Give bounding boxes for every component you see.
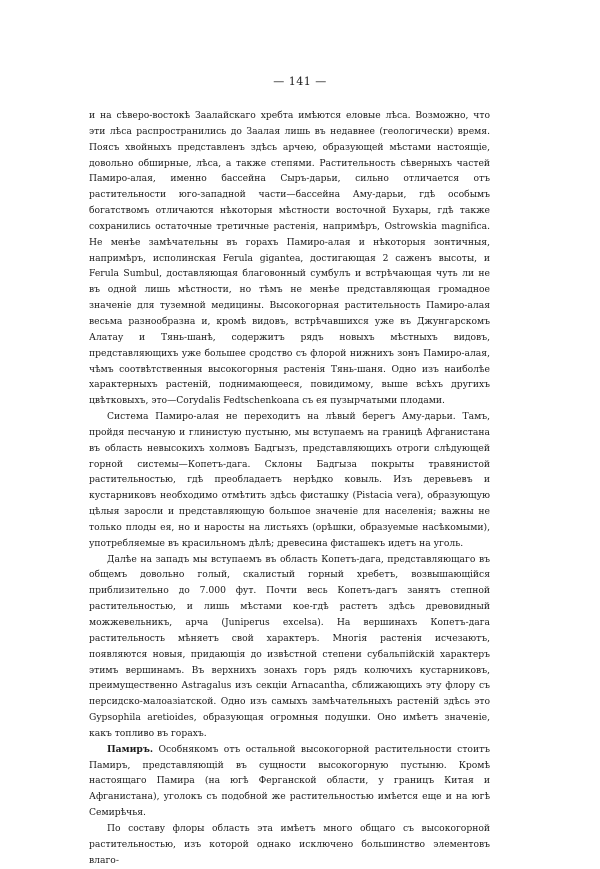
paragraph-text: Система Памиро-алая не переходитъ на лѣвый берегъ Аму-дарьи. Тамъ, пройдя песчаную и глинистую пустыню, мы вступаемъ на границѣ Афганистана въ область невысокихъ холмовъ Бадгызъ, представляющихъ отроги слѣдующей горной системы—Копетъ-дага. Склоны Бадгыза покрыты травянистой растительностью, гдѣ преобладаетъ нерѣдко ковыль. Изъ деревьевъ и кустарниковъ необходимо отмѣтить здѣсь фисташку (Pistacia vera), образующую цѣлыя заросли и представляющую большое значеніе для населенія; важны не только плоды ея, но и наросты на листьяхъ (орѣшки, образуемые насѣкомыми), употребляемые въ красильномъ дѣлѣ; древесина фисташекъ идетъ на уголь.: [89, 411, 490, 549]
paragraph-text: По составу флоры область эта имѣетъ много общаго съ высокогорной растительностью, изъ которой однако исключено большинство элементовъ влаго-: [89, 822, 490, 866]
paragraph-pamir: [89, 742, 490, 821]
paragraph-pamiro-alai-vegetation: [89, 108, 490, 409]
paragraph-badghyz: [89, 409, 490, 552]
paragraph-text: Особнякомъ отъ остальной высокогорной растительности стоитъ Памиръ, представляющій въ сущности высокогорную пустыню. Кромѣ настоящаго Памира (на югѣ Ферганской области, у границъ Китая и Афганистана), уголокъ съ подобной же растительностью имѣется еще и на югѣ Семирѣчья.: [89, 743, 490, 819]
paragraph-text: и на сѣверо-востокѣ Заалайскаго хребта имѣются еловые лѣса. Возможно, что эти лѣса распространились до Заалая лишь въ недавнее (геологически) время. Поясъ хвойныхъ представленъ здѣсь арчею, образующей мѣстами настоящіе, довольно обширные, лѣса, а также степями. Растительность сѣверныхъ частей Памиро-алая, именно бассейна Сыръ-дарьи, сильно отличается отъ растительности юго-западной части—бассейна Аму-дарьи, гдѣ особымъ богатствомъ отличаются нѣкоторыя мѣстности восточной Бухары, гдѣ также сохранились остаточные третичные растенія, напримѣръ, Ostrowskia magnifica. Не менѣе замѣчательны въ горахъ Памиро-алая и нѣкоторыя зонтичныя, напримѣръ, исполинская Ferula gigantea, достигающая 2 саженъ высоты, и Ferula Sumbul, доставляющая благовонный сумбулъ и встрѣчающая чуть ли не въ одной лишь мѣстности, но тѣмъ не менѣе представляющая громадное значеніе для туземной медицины. Высокогорная растительность Памиро-алая весьма разнообразна и, кромѣ видовъ, встрѣчавшихся уже въ Джунгарскомъ Алатау и Тянь-шанѣ, содержитъ рядъ новыхъ мѣстныхъ видовъ, представляющихъ уже большее сродство съ флорой нижнихъ зонъ Памиро-алая, чѣмъ соотвѣтственныя высокогорныя растенія Тянь-шаня. Одно изъ наиболѣе характерныхъ растеній, поднимающееся, повидимому, выше всѣхъ другихъ цвѣтковыхъ, это—Corydalis Fedtschenkoana съ ея пузырчатыми плодами.: [89, 110, 490, 407]
paragraph-text: Далѣе на западъ мы вступаемъ въ область Копетъ-дага, представляющаго въ общемъ довольно голый, скалистый горный хребетъ, возвышающійся приблизительно до 7.000 фут. Почти весь Копетъ-дагъ занятъ степной растительностью, и лишь мѣстами кое-гдѣ растетъ здѣсь древовидный можжевельникъ, арча (Juniperus excelsa). На вершинахъ Копетъ-дага растительность мѣняетъ свой характеръ. Многія растенія исчезаютъ, появляются новыя, придающія до извѣстной степени субальпійскій характеръ этимъ вершинамъ. Въ верхнихъ зонахъ горъ рядъ колючихъ кустарниковъ, преимущественно Astragalus изъ секціи Arnacantha, сближающихъ эту флору съ персидско-малоазіатской. Одно изъ самыхъ замѣчательныхъ растеній здѣсь это Gypsophila aretioides, образующая огромныя подушки. Оно имѣетъ значеніе, какъ топливо въ горахъ.: [89, 553, 490, 739]
page-number: — 141 —: [273, 75, 327, 88]
paragraph-flora-composition: [89, 821, 490, 869]
section-heading-pamir: Памиръ.: [107, 743, 154, 755]
paragraph-kopet-dag: [89, 552, 490, 742]
body-text: [89, 108, 490, 869]
